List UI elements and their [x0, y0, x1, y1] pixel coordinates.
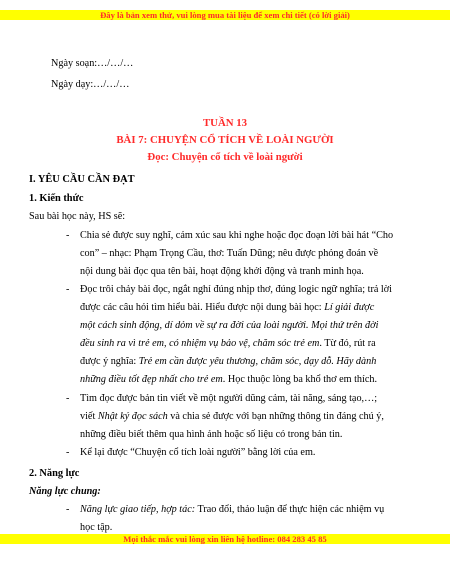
bullet-3-line-2	[80, 411, 384, 422]
section-heading-requirements: I. YÊU CẦU CẦN ĐẠT	[29, 174, 135, 185]
bullet-marker: -	[66, 504, 70, 515]
text-run-italic: Trẻ em cần được yêu thương, chăm sóc, dạy dỗ. Hãy dành	[138, 356, 377, 367]
bullet-5-line-1	[80, 504, 384, 515]
hotline-footer-banner: Mọi thắc mắc vui lòng xin liên hệ hotline: 084 283 45 85	[0, 534, 450, 544]
bullet-marker: -	[66, 230, 70, 241]
text-run-italic: Lí giải được	[324, 302, 375, 313]
prep-date: Ngày soạn:…/…/…	[51, 58, 134, 69]
bullet-2-line-6	[80, 374, 377, 385]
bullet-3-line-1: Tìm đọc được bản tin viết về một người dũng cảm, tài năng, sáng tạo,…;	[80, 393, 378, 404]
text-run: Trao đổi, thảo luận để thực hiện các nhiệm vụ	[195, 504, 385, 515]
text-run: được các câu hỏi tìm hiểu bài. Hiểu được nội dung bài học:	[80, 302, 325, 313]
bullet-2-line-1: Đọc trôi chảy bài đọc, ngắt nghỉ đúng nhịp thơ, đúng logic ngữ nghĩa; trả lời	[80, 284, 392, 295]
bullet-1-line-1: Chia sẻ được suy nghĩ, cảm xúc sau khi nghe hoặc đọc đoạn lời bài hát “Cho	[80, 230, 394, 241]
bullet-2-line-3: một cách sinh động, dí dỏm về sự ra đời của loài người. Mọi thứ trên đời	[80, 320, 379, 331]
bullet-marker: -	[66, 447, 70, 458]
bullet-5-line-2: học tập.	[80, 522, 113, 533]
bullet-1-line-3: nội dung bài đọc qua tên bài, hoạt động khởi động và tranh minh họa.	[80, 266, 364, 277]
bullet-1-line-2: con” – nhạc: Phạm Trọng Cầu, thơ: Tuấn Dũng; nêu được phỏng đoán về	[80, 248, 379, 259]
text-run-italic: Năng lực giao tiếp, hợp tác:	[80, 504, 196, 515]
subheading-competence: 2. Năng lực	[29, 468, 80, 479]
general-competence-label: Năng lực chung:	[29, 486, 101, 497]
preview-notice-banner: Đây là bản xem thử, vui lòng mua tài liệu để xem chi tiết (có lời giải)	[0, 10, 450, 20]
bullet-marker: -	[66, 393, 70, 404]
text-run-italic: Nhật ký đọc sách	[97, 411, 168, 422]
reading-title: Đọc: Chuyện cổ tích về loài người	[147, 151, 303, 163]
text-run: được ý nghĩa:	[80, 356, 139, 367]
lesson-title: BÀI 7: CHUYỆN CỔ TÍCH VỀ LOÀI NGƯỜI	[116, 134, 334, 146]
text-run: . Học thuộc lòng ba khổ thơ em thích.	[222, 374, 377, 385]
text-run-italic: đều sinh ra vì trẻ em, có nhiệm vụ bảo vệ, chăm sóc trẻ em	[80, 338, 320, 349]
bullet-2-line-5	[80, 356, 376, 367]
text-run-italic: những điều tốt đẹp nhất cho trẻ em	[80, 374, 223, 385]
intro-text: Sau bài học này, HS sẽ:	[29, 211, 126, 222]
subheading-knowledge: 1. Kiến thức	[29, 193, 84, 204]
bullet-4-line-1: Kể lại được “Chuyện cổ tích loài người” bằng lời của em.	[80, 447, 316, 458]
text-run: và chia sẻ được với bạn những thông tin đáng chú ý,	[167, 411, 384, 422]
text-run: viết	[80, 411, 98, 422]
bullet-2-line-2	[80, 302, 374, 313]
bullet-marker: -	[66, 284, 70, 295]
text-run: . Từ đó, rút ra	[319, 338, 376, 349]
bullet-2-line-4	[80, 338, 376, 349]
bullet-3-line-3: những điều biết thêm qua hình ảnh hoặc số liệu có trong bản tin.	[80, 429, 343, 440]
week-title: TUẦN 13	[202, 117, 248, 129]
teach-date: Ngày dạy:…/…/…	[51, 79, 130, 90]
